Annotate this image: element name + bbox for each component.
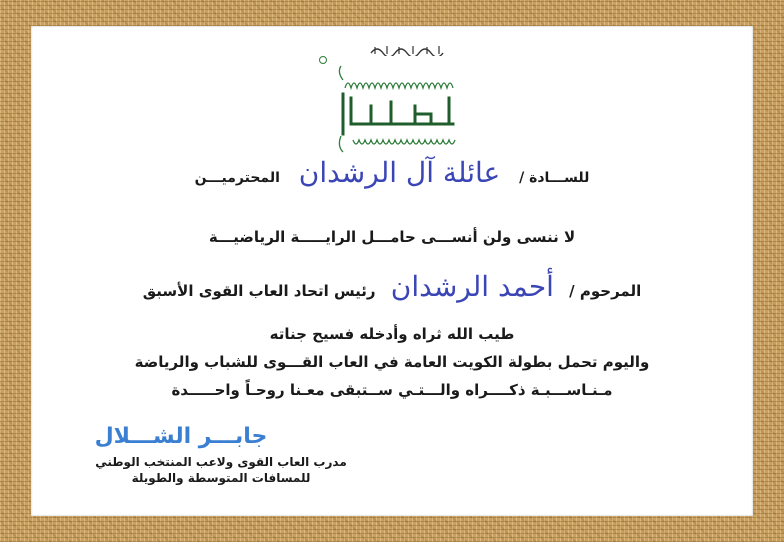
tribute-text: لا ننسى ولن أنســـى حامـــل الرايـــــة الرياضيـــة (208, 228, 576, 246)
tribute-line (31, 228, 753, 246)
memory-line (31, 381, 753, 399)
deceased-title: رئيس اتحاد العاب القوى الأسبق (142, 282, 376, 300)
addressee-line (31, 156, 753, 189)
deceased-name: أحمد الرشدان (390, 270, 554, 303)
deceased-line (31, 270, 753, 303)
small-ring-icon (319, 56, 327, 64)
signature-title-1: مدرب العاب القوى ولاعب المنتخب الوطني (95, 455, 347, 469)
championship-text: واليوم تحمل بطولة الكويت العامة في العاب القـــوى للشباب والرياضة (134, 353, 650, 371)
dedication-card (31, 26, 753, 516)
addressee-prefix: للســـادة / (519, 170, 590, 186)
prayer-text: طيب الله ثراه وأدخله فسيح جناته (269, 325, 515, 343)
signature-title-2: للمسافات المتوسطة والطويلة (131, 471, 311, 485)
title-ornament (331, 54, 471, 164)
addressee-name: عائلة آل الرشدان (298, 156, 501, 189)
signature-block (81, 424, 361, 485)
addressee-suffix: المحترميـــن (194, 170, 280, 186)
signature-name: جابـــر الشـــلال (94, 424, 268, 449)
prayer-line (31, 325, 753, 343)
championship-line (31, 353, 753, 371)
memory-text: مـنـاســـبـة ذكــــراه والـــتـي ســتبقى معـنا روحـاً واحـــــدة (171, 381, 613, 399)
deceased-prefix: المرحوم / (569, 282, 642, 300)
dedication-header (331, 36, 471, 156)
